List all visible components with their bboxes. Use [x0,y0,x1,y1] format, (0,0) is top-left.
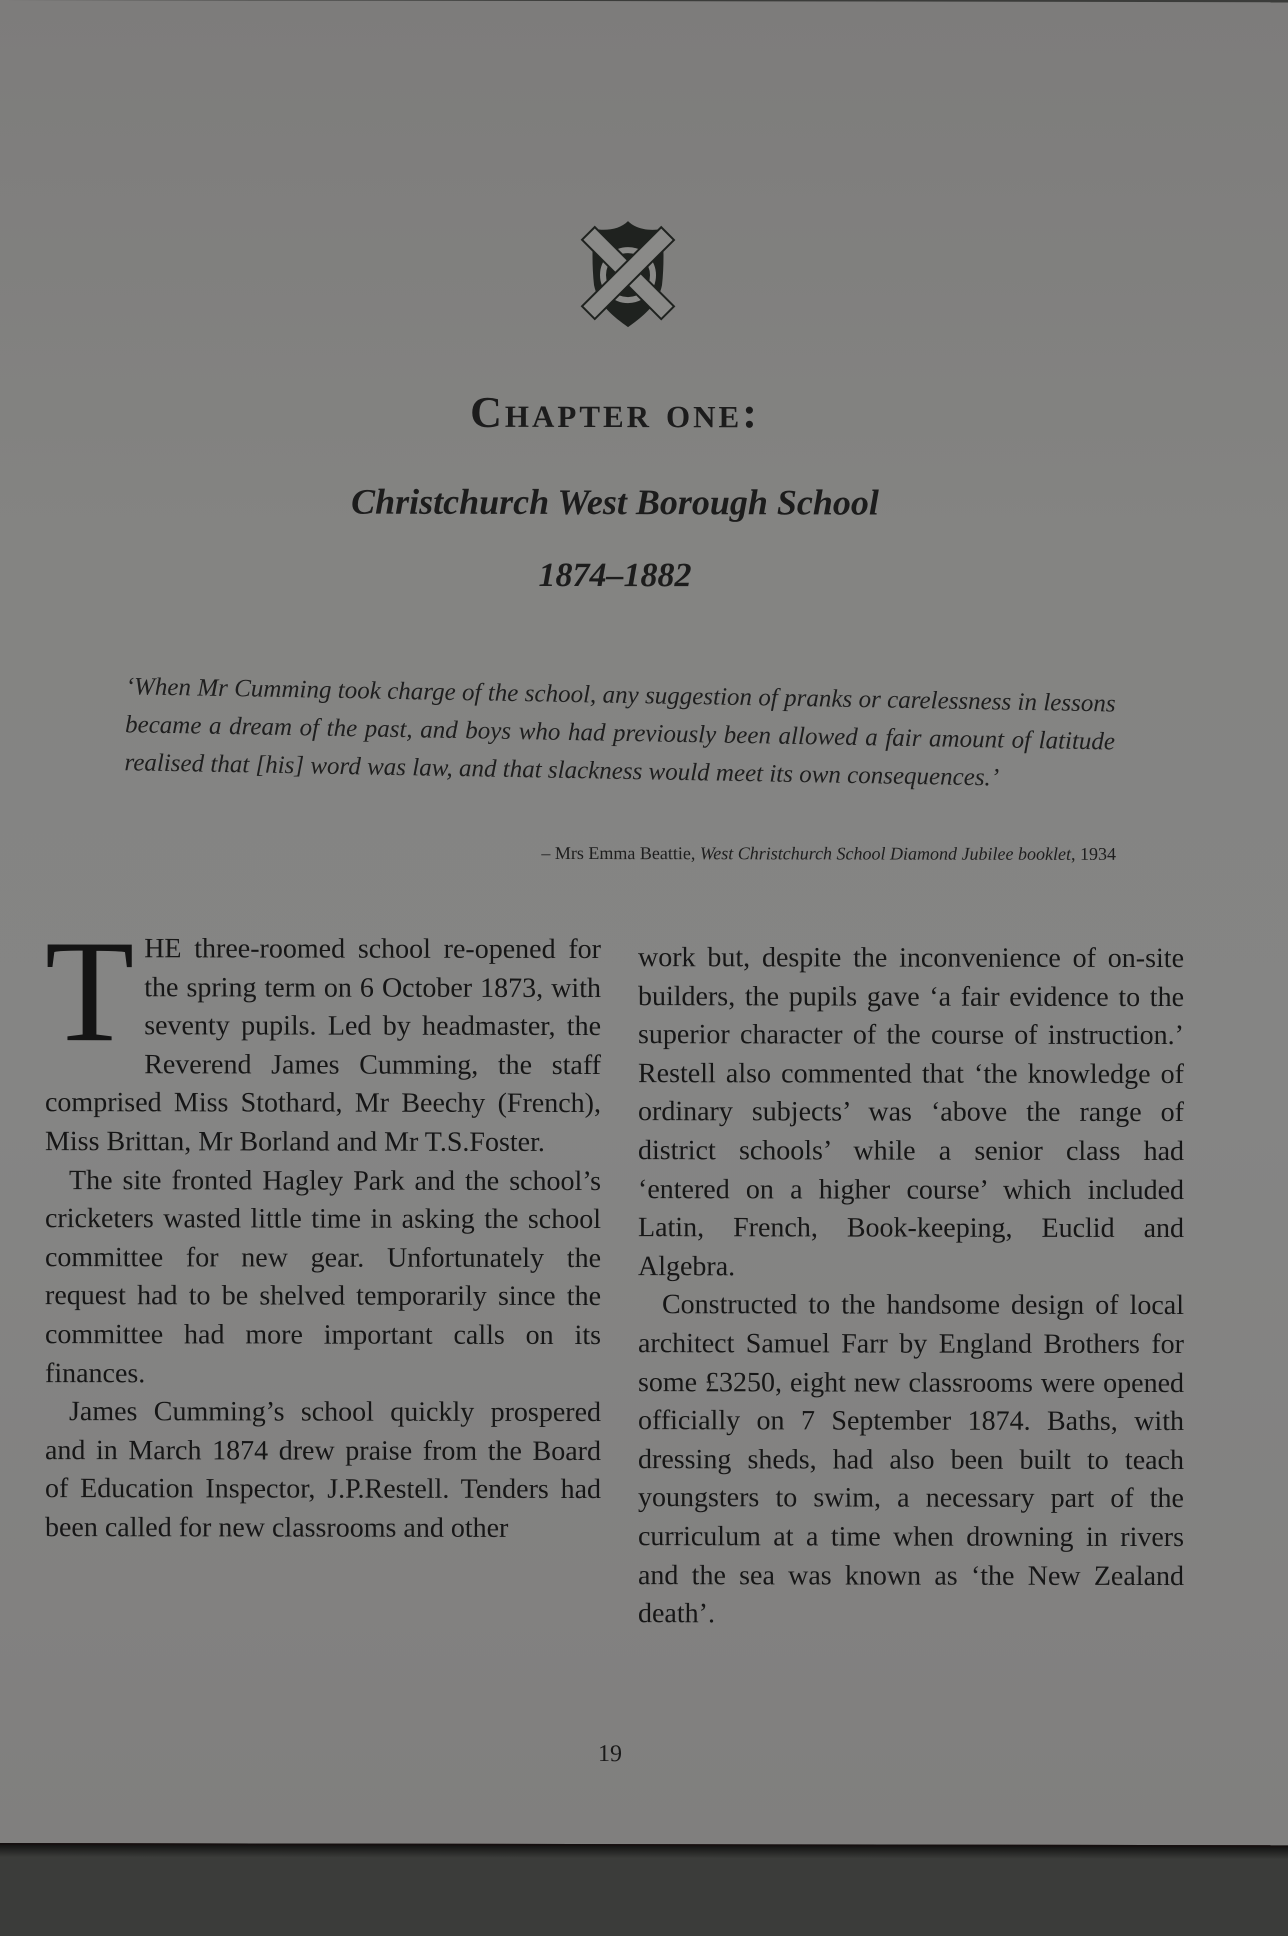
body-left-column [45,910,601,1548]
drop-cap: T [45,910,135,1073]
body-paragraph: work but, despite the inconvenience of on-site builders, the pupils gave ‘a fair evidence to the superior character of the course of instruction.’ Restell also commented that ‘the knowledge of ordinary subjects’ was ‘above the range of district schools’ while a senior class had ‘entered on a higher course’ which included Latin, French, Book-keeping, Euclid and Algebra. [638,942,1184,1283]
chapter-title: Chapter one: [470,387,760,438]
chapter-subtitle: Christchurch West Borough School [351,481,879,523]
attribution-source: West Christchurch School Diamond Jubilee booklet [699,843,1071,864]
chapter-years: 1874–1882 [538,556,692,595]
paragraph-text: HE three-roomed school re-opened for the spring term on 6 October 1873, with seventy pupils. Led by headmaster, the Reverend James Cumming, the staff comprised Miss Stothard, Mr Beechy (French), Miss Brittan, Mr Borland and Mr T.S.Foster. [45,933,601,1158]
body-paragraph: Constructed to the handsome design of local architect Samuel Farr by England Brothers for some £3250, eight new classrooms were opened officially on 7 September 1874. Baths, with dressing sheds, had also been built to teach youngsters to swim, a necessary part of the curriculum at a time when drowning in rivers and the sea was known as ‘the New Zealand death’. [638,1289,1184,1630]
epigraph-attribution [330,843,1116,865]
body-right-column [638,939,1184,1635]
body-paragraph [45,910,601,1163]
page-number: 19 [598,1741,622,1768]
attribution-year: , 1934 [1071,843,1116,864]
body-paragraph: The site fronted Hagley Park and the school’s cricketers wasted little time in asking the school committee for new gear. Unfortunately the request had to be shelved temporarily since the committee had more important calls on its finances. [45,1164,601,1389]
school-crest-shield-icon [578,215,678,331]
epigraph-quote: ‘When Mr Cumming took charge of the school, any suggestion of pranks or carelessness in lessons became a dream of the past, and boys who had previously been allowed a fair amount of latitude realised that [his] word was law, and that slackness would meet its own consequences.’ [124,673,1116,792]
attribution-author: – Mrs Emma Beattie, [541,842,700,864]
body-paragraph: James Cumming’s school quickly prospered and in March 1874 drew praise from the Board of Education Inspector, J.P.Restell. Tenders had been called for new classrooms and other [45,1396,601,1544]
